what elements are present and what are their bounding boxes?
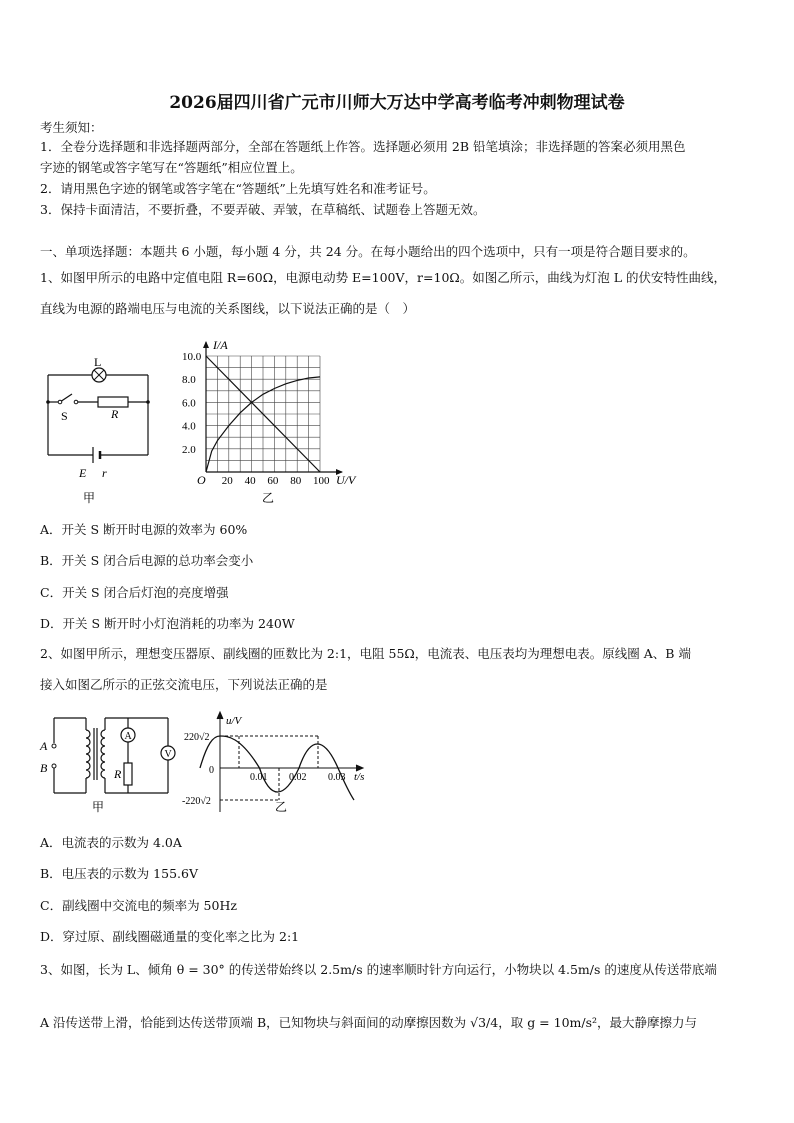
x-tick-label: 40 (244, 475, 256, 487)
q2-option-c: C．副线圈中交流电的频率为 50Hz (40, 898, 237, 913)
notice-item-1-line-2: 字迹的钢笔或答字笔写在“答题纸”相应位置上。 (40, 160, 303, 175)
notice-heading: 考生须知： (40, 120, 103, 135)
y-tick-label: 4.0 (182, 420, 196, 433)
exam-title: 2026届四川省广元市川师大万达中学高考临考冲刺物理试卷 (169, 93, 625, 113)
x-axis-label: t/s (354, 771, 365, 783)
q2-voltage-waveform (182, 708, 372, 820)
terminal-b-label: B (40, 761, 48, 775)
circuit-caption: 甲 (92, 800, 105, 814)
y-axis-label: I/A (213, 338, 228, 352)
x-tick-label: 60 (267, 475, 279, 487)
circuit-caption: 甲 (83, 491, 96, 505)
lamp-label: L (94, 355, 102, 369)
y-max-label: 220√2 (184, 732, 210, 743)
question-1-line-1: 1、如图甲所示的电路中定值电阻 R=60Ω，电源电动势 E=100V，r=10Ω。如图乙所示，曲线为灯泡 L 的伏安特性曲线， (40, 270, 727, 285)
section-heading: 一、单项选择题：本题共 6 小题，每小题 4 分，共 24 分。在每小题给出的四个选项中，只有一项是符合题目要求的。 (40, 244, 696, 259)
terminal-a-label: A (40, 739, 48, 753)
y-tick-label: 8.0 (182, 374, 196, 387)
y-axis-label: u/V (226, 715, 242, 727)
q2-option-a: A．电流表的示数为 4.0A (40, 835, 182, 850)
notice-item-1-line-1: 1．全卷分选择题和非选择题两部分，全部在答题纸上作答。选择题必须用 2B 铅笔填涂；非选择题的答案必须用黑色 (40, 139, 686, 154)
y-tick-label: 6.0 (182, 397, 196, 410)
x-tick-label: 20 (221, 475, 233, 487)
q1-option-a: A．开关 S 断开时电源的效率为 60% (40, 522, 248, 537)
x-tick-label: 80 (290, 475, 302, 487)
y-min-label: -220√2 (182, 796, 211, 807)
q2-option-b: B．电压表的示数为 155.6V (40, 866, 198, 881)
voltmeter-label: V (164, 749, 172, 760)
graph-caption: 乙 (275, 800, 288, 814)
switch-label: S (61, 409, 68, 423)
x-axis-label: U/V (336, 473, 356, 487)
ammeter-label: A (124, 731, 132, 742)
q2-transformer-circuit (36, 708, 186, 820)
emf-label: E (79, 466, 87, 480)
question-1-line-2: 直线为电源的路端电压与电流的关系图线，以下说法正确的是（ ） (40, 301, 416, 316)
resistor-label: R (111, 407, 119, 421)
x-tick-label: 100 (313, 475, 330, 487)
q1-option-b: B．开关 S 闭合后电源的总功率会变小 (40, 553, 254, 568)
q1-circuit-diagram (40, 350, 160, 505)
resistor-label: R (114, 767, 122, 781)
graph-caption: 乙 (262, 491, 275, 505)
question-2-line-2: 接入如图乙所示的正弦交流电压，下列说法正确的是 (40, 677, 328, 692)
question-3-line-2: A 沿传送带上滑，恰能到达传送带顶端 B，已知物块与斜面间的动摩擦因数为 √3/4，取 g = 10m/s²，最大静摩擦力与 (40, 1015, 698, 1030)
x-tick-2: 0.02 (289, 772, 307, 783)
question-3-line-1: 3、如图，长为 L、倾角 θ = 30° 的传送带始终以 2.5m/s 的速率顺时针方向运行，小物块以 4.5m/s 的速度从传送带底端 (40, 962, 717, 977)
notice-item-2: 2．请用黑色字迹的钢笔或答字笔在“答题纸”上先填写姓名和准考证号。 (40, 181, 436, 196)
question-2-line-1: 2、如图甲所示，理想变压器原、副线圈的匝数比为 2:1，电阻 55Ω，电流表、电压表均为理想电表。原线圈 A、B 端 (40, 646, 691, 661)
y-tick-label: 10.0 (182, 351, 202, 363)
q1-iu-graph (176, 336, 376, 506)
x-tick-3: 0.03 (328, 772, 346, 783)
q2-option-d: D．穿过原、副线圈磁通量的变化率之比为 2:1 (40, 929, 300, 944)
origin-label: O (197, 473, 206, 487)
origin-label: 0 (209, 765, 214, 776)
notice-item-3: 3．保持卡面清洁，不要折叠，不要弄破、弄皱，在草稿纸、试题卷上答题无效。 (40, 202, 486, 217)
q1-option-c: C．开关 S 闭合后灯泡的亮度增强 (40, 585, 229, 600)
x-tick-1: 0.01 (250, 772, 268, 783)
internal-resistance-label: r (102, 466, 107, 480)
q1-option-d: D．开关 S 断开时小灯泡消耗的功率为 240W (40, 616, 295, 631)
y-tick-label: 2.0 (182, 443, 196, 456)
